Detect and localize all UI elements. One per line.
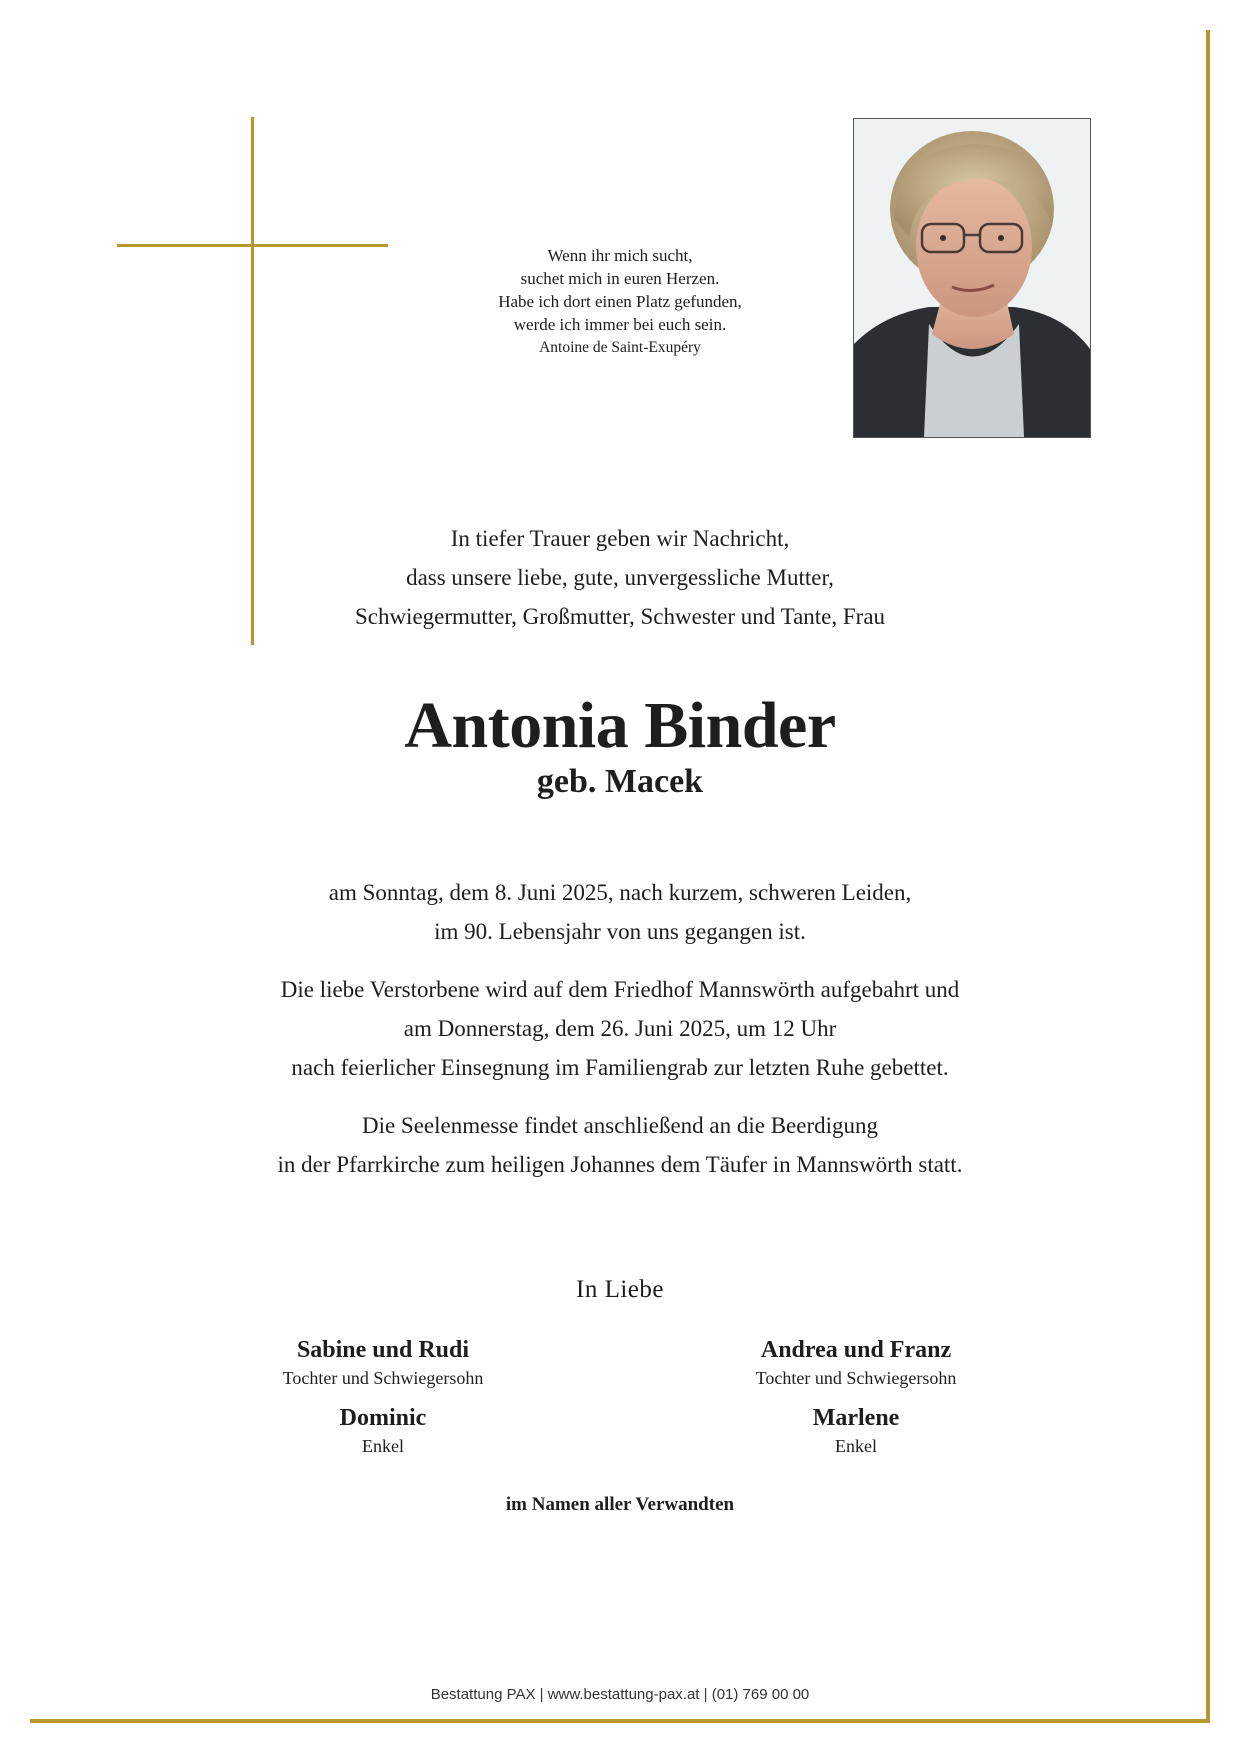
intro-line: In tiefer Trauer geben wir Nachricht, <box>450 526 790 551</box>
mourner-relation: Enkel <box>362 1436 404 1456</box>
death-line: am Sonntag, dem 8. Juni 2025, nach kurzem, schweren Leiden, <box>328 880 912 905</box>
mourner-name: Andrea und Franz <box>760 1337 952 1363</box>
mass-line: Die Seelenmesse findet anschließend an die Beerdigung <box>361 1113 879 1138</box>
quote-line: Habe ich dort einen Platz gefunden, <box>498 292 742 311</box>
mourner-name: Dominic <box>339 1405 427 1431</box>
burial-line: am Donnerstag, dem 26. Juni 2025, um 12 Uhr <box>403 1016 837 1041</box>
quote-line: Wenn ihr mich sucht, <box>547 246 693 265</box>
mourner-entry <box>203 1334 563 1390</box>
mass-line: in der Pfarrkirche zum heiligen Johannes dem Täufer in Mannswörth statt. <box>277 1152 963 1177</box>
frame-bottom-line <box>30 1719 1210 1723</box>
mourner-relation: Tochter und Schwiegersohn <box>755 1368 957 1388</box>
mourner-entry <box>676 1402 1036 1458</box>
quote-line: suchet mich in euren Herzen. <box>520 269 720 288</box>
announcement-intro <box>0 519 1240 636</box>
mourner-name: Sabine und Rudi <box>296 1337 470 1363</box>
mourner-relation: Enkel <box>835 1436 877 1456</box>
death-line: im 90. Lebensjahr von uns gegangen ist. <box>434 919 806 944</box>
intro-line: Schwiegermutter, Großmutter, Schwester und Tante, Frau <box>354 604 886 629</box>
portrait-photo <box>853 118 1091 438</box>
quote-line: werde ich immer bei euch sein. <box>513 315 727 334</box>
death-paragraph <box>0 873 1240 951</box>
quote-author: Antoine de Saint-Exupéry <box>539 339 701 356</box>
portrait-illustration <box>854 119 1090 437</box>
burial-line: nach feierlicher Einsegnung im Familiengrab zur letzten Ruhe gebettet. <box>291 1055 949 1080</box>
mourner-entry <box>676 1334 1036 1390</box>
burial-line: Die liebe Verstorbene wird auf dem Friedhof Mannswörth aufgebahrt und <box>280 977 960 1002</box>
mourner-name: Marlene <box>812 1405 900 1431</box>
footer-contact: Bestattung PAX | www.bestattung-pax.at | (01) 769 00 00 <box>430 1686 810 1703</box>
intro-line: dass unsere liebe, gute, unvergessliche Mutter, <box>406 565 834 590</box>
on-behalf-line: im Namen aller Verwandten <box>505 1494 735 1515</box>
deceased-name: Antonia Binder <box>404 689 836 762</box>
maiden-name: geb. Macek <box>536 763 704 800</box>
burial-paragraph <box>0 970 1240 1087</box>
mourner-entry <box>203 1402 563 1458</box>
mourner-relation: Tochter und Schwiegersohn <box>282 1368 484 1388</box>
closing-text: In Liebe <box>576 1276 664 1303</box>
mass-paragraph <box>0 1106 1240 1184</box>
